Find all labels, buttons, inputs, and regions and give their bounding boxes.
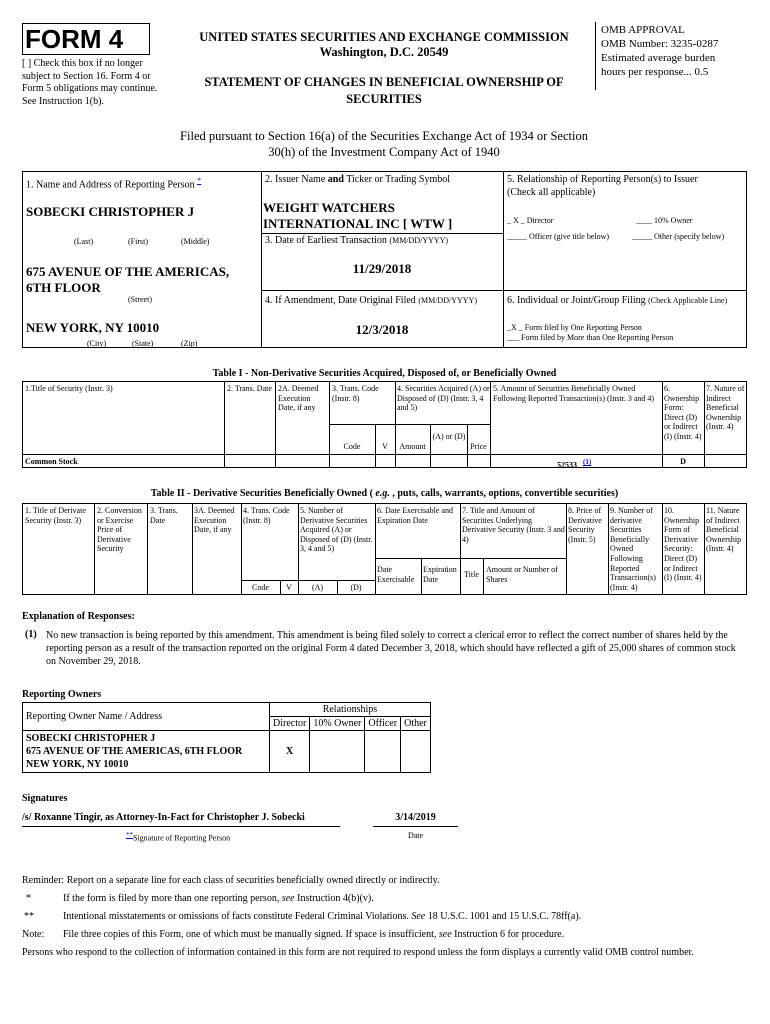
t2-sub-row-b [375,558,566,559]
signature-footnote-link[interactable]: ** [126,831,133,839]
footnote-2star-text [63,911,581,924]
t2-a: (A) [311,583,324,592]
checkbox-note [22,58,172,108]
signature-label [126,831,230,843]
form-title: FORM 4 [25,24,124,54]
t2-col6e [421,558,422,595]
owner-row-name [23,731,270,773]
t1-price: Price [470,442,487,451]
statement-title: STATEMENT OF CHANGES IN BENEFICIAL OWNERSHIP OF SECURITIES [204,75,564,106]
label-first: (First) [128,237,148,246]
label-state: (State) [132,339,154,348]
box2-label-a: 2. Issuer Name [265,174,328,185]
note-label: Note: [22,929,45,940]
relationship-director[interactable]: _ X _ Director [507,216,554,225]
t2-d: (D) [350,583,362,592]
t2-col10 [662,503,663,595]
t2-h3a: 3A. Deemed Execution Date, if any [194,506,235,535]
t1-h2: 2. Trans. Date [227,384,272,393]
owner-other-cell [401,731,431,773]
box2-label-b: Ticker or Trading Symbol [343,174,451,185]
owners-relationships-text: Relationships [322,704,378,715]
owner-address-2: NEW YORK, NY 10010 [26,759,129,770]
owners-col-other-text: Other [404,718,427,729]
owner-ten-pct-cell [310,731,365,773]
omb-number: OMB Number: 3235-0287 [601,38,719,50]
explanation-heading: Explanation of Responses: [22,611,135,622]
owner-address-1: 675 AVENUE OF THE AMERICAS, 6TH FLOOR [26,746,243,757]
t2-col7t [483,558,484,595]
t1-v: V [382,442,388,451]
t2-col2 [94,503,95,595]
relationship-other[interactable]: _____ Other (specify below) [632,232,725,241]
t2-amount-shares: Amount or Number of Shares [486,565,558,584]
t1-h4: 4. Securities Acquired (A) or Disposed of (D) (Instr. 3, 4 and 5) [397,384,490,413]
star1-a: If the form is filed by more than one reporting person, [63,893,282,904]
signature-rule [22,826,340,827]
omb-disclaimer: Persons who respond to the collection of information contained in this form are not required to respond unless the form displays a currently valid OMB control number. [22,947,694,958]
footnote-star-text [63,893,374,906]
owners-col-director [270,717,310,731]
t2-col5 [298,503,299,595]
note-b: Instruction 6 for procedure. [451,929,565,940]
owner-director-mark [270,731,310,773]
t2-v: V [286,583,292,592]
t2-col9 [608,503,609,595]
t1-row-security: Common Stock [25,457,78,466]
note-text [63,929,564,942]
t2-h8: 8. Price of Derivative Security (Instr. 5) [568,506,602,544]
t1-col2 [224,381,225,468]
t2-col11 [704,503,705,595]
owners-heading: Reporting Owners [22,689,102,700]
t2-h1: 1. Title of Derivate Security (Instr. 3) [25,506,86,525]
owner-director-mark-text: X [286,746,294,757]
omb-approval: OMB APPROVAL [601,24,685,36]
star2-a: Intentional misstatements or omissions of facts constitute Federal Criminal Violations. [63,911,412,922]
t2-code: Code [252,583,269,592]
owners-col-name-text: Reporting Owner Name / Address [26,711,163,722]
t1-amount: Amount [399,442,426,451]
t1-sub-row [329,424,490,425]
t2-date-ex: Date Exercisable [377,565,415,584]
filing-one-person[interactable]: _X _ Form filed by One Reporting Person [507,323,642,332]
agency-location: Washington, D.C. 20549 [319,45,449,59]
box2-label-and: and [327,174,344,185]
owners-col-director-text: Director [273,718,307,729]
signatures-heading: Signatures [22,793,68,804]
row-divider [261,290,747,291]
owner-name: SOBECKI CHRISTOPHER J [26,733,156,744]
t1-col4ad [430,424,431,468]
t1-col2a [275,381,276,468]
t1-aord: (A) or (D) [432,432,466,441]
owners-col-officer-text: Officer [368,718,398,729]
t1-row-form: D [680,457,686,466]
star2-see: See [411,911,426,922]
t1-h7: 7. Nature of Indirect Beneficial Ownership (Instr. 4) [706,384,745,432]
table2-title-b: , puts, calls, warrants, options, convertible securities) [389,488,619,499]
star2-b: 18 U.S.C. 1001 and 15 U.S.C. 78ff(a). [425,911,582,922]
owners-col-name [23,703,270,731]
t2-h11: 11. Nature of Indirect Beneficial Ownership (Instr. 4) [706,506,742,554]
t2-h4: 4. Trans. Code (Instr. 8) [243,506,290,525]
date-label: Date [407,831,424,840]
t1-h2a: 2A. Deemed Execution Date, if any [278,384,319,413]
t2-exp: Expiration Date [423,565,457,584]
label-middle: (Middle) [181,237,210,246]
table2-title-a: Table II - Derivative Securities Beneficially Owned ( [150,488,376,499]
star1-b: Instruction 4(b)(v). [294,893,374,904]
t2-h9: 9. Number of derivative Securities Beneficially Owned Following Reported Transaction(s) (Instr. 4) [610,506,656,592]
owners-relationships [270,703,431,717]
t1-h5: 5. Amount of Securities Beneficially Owned Following Reported Transaction(s) (Instr. 3 and 4) [493,384,655,403]
box3-label-format: (MM/DD/YYYY) [389,236,449,245]
t1-col7 [704,381,705,468]
t2-col3a [192,503,193,595]
header-divider [595,22,596,90]
t1-h1: 1.Title of Security (Instr. 3) [25,384,113,393]
t1-h6: 6. Ownership Form: Direct (D) or Indirect (I) (Instr. 4) [664,384,702,441]
t1-code: Code [343,442,361,451]
t2-h10: 10. Ownership Form of Derivative Security: Direct (D) or Indirect (I) (Instr. 4) [664,506,702,583]
box6-label-small: (Check Applicable Line) [648,296,728,305]
owners-col-officer [365,717,401,731]
box2-label [265,174,450,187]
box5-label-text: 5. Relationship of Reporting Person(s) to Issuer [507,174,698,185]
owners-col-other [401,717,431,731]
box1-label [26,176,201,192]
t1-col5 [490,381,491,468]
street-address: 675 AVENUE OF THE AMERICAS, 6TH FLOOR [26,264,230,295]
checkbox-note-text: [ ] Check this box if no longer subject to Section 16. Form 4 or Form 5 obligations may continue. See Instruction 1(b). [22,58,158,107]
signature-date: 3/14/2019 [395,812,436,823]
box4-label [265,295,477,308]
t1-row-amount-value: 52533 [557,460,577,470]
footnote-star-label: * [26,893,31,904]
table2-title [22,488,747,501]
note-see: see [438,929,452,940]
t2-h2: 2. Conversion or Exercise Price of Derivative Security [97,506,142,554]
note-a: File three copies of this Form, one of which must be manually signed. If space is insufficient, [63,929,439,940]
reminder: Reminder: Report on a separate line for each class of securities beneficially owned directly or indirectly. [22,875,440,886]
box5-label [507,174,743,199]
signer-line: /s/ Roxanne Tingir, as Attorney-In-Fact for Christopher J. Sobecki [22,812,305,823]
box6-label-text: 6. Individual or Joint/Group Filing [507,295,649,306]
t1-col6 [662,381,663,468]
box3-label [265,235,448,248]
box6-label [507,295,727,308]
label-city: (City) [87,339,107,348]
t2-title: Title [464,570,479,579]
box1-label-text: 1. Name and Address of Reporting Person [26,179,195,191]
filed-pursuant: Filed pursuant to Section 16(a) of the Securities Exchange Act of 1934 or Section 30(h) of the Investment Company Act of 1940 [180,129,588,160]
t2-col4 [241,503,242,595]
box1-footnote-link[interactable]: * [197,176,202,185]
footnote-1-label: (1) [25,629,37,640]
filing-more-persons[interactable]: ___ Form filed by More than One Reporting Person [507,333,674,342]
table1-title: Table I - Non-Derivative Securities Acquired, Disposed of, or Beneficially Owned [212,368,557,379]
t1-h3: 3. Trans. Code (Instr. 8) [332,384,379,403]
reporting-owners-table [22,702,431,773]
box4-label-format: (MM/DD/YYYY) [418,296,477,305]
t2-col6 [375,503,376,595]
table1-header-bottom [22,454,747,455]
t2-col8 [566,503,567,595]
earliest-transaction-date: 11/29/2018 [352,261,412,276]
reporting-person-name: SOBECKI CHRISTOPHER J [26,204,195,219]
t2-col3 [147,503,148,595]
signature-label-text: Signature of Reporting Person [133,833,231,843]
label-zip: (Zip) [181,339,198,348]
relationship-officer[interactable]: _____ Officer (give title below) [507,232,610,241]
date-rule [373,826,458,827]
relationship-ten-pct[interactable]: ____ 10% Owner [636,216,693,225]
t2-h7: 7. Title and Amount of Securities Underlying Derivative Security (Instr. 3 and 4) [462,506,565,544]
top-divider-2 [503,171,504,348]
t1-row-footnote-link[interactable]: (1) [583,458,592,466]
star1-see: see [281,893,295,904]
city-state-zip: NEW YORK, NY 10010 [26,320,160,335]
owners-col-ten-pct-text: 10% Owner [313,718,362,729]
t2-h3: 3. Trans. Date [150,506,178,525]
amendment-date: 12/3/2018 [355,322,409,337]
box3-label-text: 3. Date of Earliest Transaction [265,235,390,246]
footnote-2star-label: ** [24,911,34,922]
box4-label-text: 4. If Amendment, Date Original Filed [265,295,419,306]
omb-burden: Estimated average burden hours per response... 0.5 [601,52,716,78]
issuer-name: WEIGHT WATCHERS INTERNATIONAL INC [ WTW ] [263,200,453,231]
owner-officer-cell [365,731,401,773]
t1-row-amount [557,458,591,470]
box5-sub: (Check all applicable) [507,186,596,198]
t2-sub-row-a [241,580,375,581]
table2-title-eg: e.g. [375,488,390,499]
t2-h5: 5. Number of Derivative Securities Acquired (A) or Disposed of (D) (Instr. 3, 4 and 5) [300,506,373,554]
label-last: (Last) [74,237,94,246]
label-street: (Street) [128,295,152,304]
owners-col-ten-pct [310,717,365,731]
footnote-1-text: No new transaction is being reported by this amendment. This amendment is being filed solely to correct a clerical error to reflect the correct number of shares held by the reporting person as a result of the transaction reported on the original Form 4 dated December 3, 2018, which should have reflected a gift of 25,000 shares of common stock on November 29, 2018. [46,630,736,667]
t2-h6: 6. Date Exercisable and Expiration Date [377,506,453,525]
agency-name: UNITED STATES SECURITIES AND EXCHANGE COMMISSION [199,30,569,44]
box3-top [261,233,503,234]
